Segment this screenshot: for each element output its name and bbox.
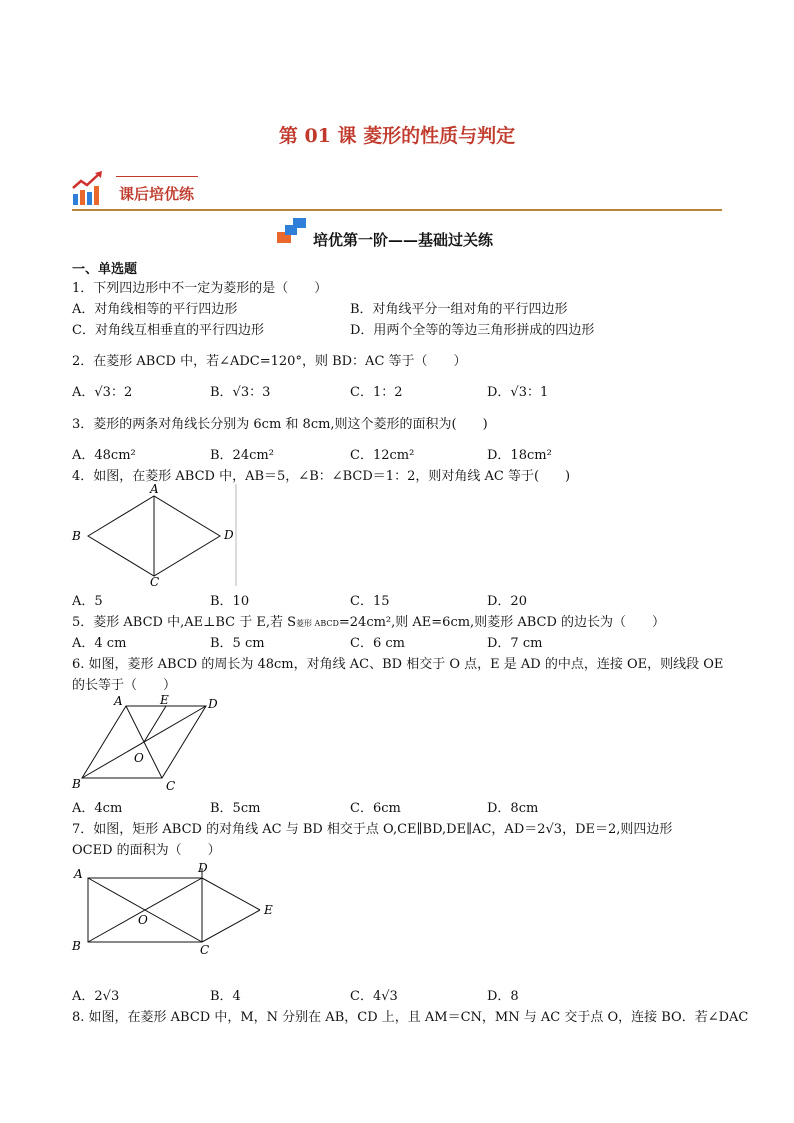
q6-label-b: B <box>72 777 81 791</box>
q7-label-a: A <box>74 867 83 881</box>
stage-heading: 培优第一阶——基础过关练 <box>313 231 494 249</box>
q5-option-b: B．5 cm <box>210 636 265 651</box>
section-underline <box>116 176 198 177</box>
q3-option-b: B．24cm² <box>210 448 274 463</box>
q4-stem: 4．如图，在菱形 ABCD 中，AB＝5，∠B：∠BCD＝1：2，则对角线 AC 等于( ) <box>72 469 571 484</box>
q5-stem-sub: 菱形 ABCD <box>296 619 339 628</box>
q4-label-c: C <box>150 575 160 588</box>
q1-stem: 1．下列四边形中不一定为菱形的是（ ） <box>72 281 328 296</box>
part-label: 一、单选题 <box>72 262 138 277</box>
q2-option-d: D．√3：1 <box>487 385 549 400</box>
q6-label-a: A <box>114 694 123 708</box>
q3-stem: 3．菱形的两条对角线长分别为 6cm 和 8cm,则这个菱形的面积为( ) <box>72 417 488 432</box>
q7-stem-line1: 7．如图，矩形 ABCD 的对角线 AC 与 BD 相交于点 O,CE∥BD,DE∥AC，AD＝2√3，DE＝2,则四边形 <box>72 822 673 837</box>
q3-option-d: D．18cm² <box>487 448 552 463</box>
q4-label-a: A <box>150 482 159 496</box>
q4-option-a: A．5 <box>72 594 103 609</box>
q1-option-d: D．用两个全等的等边三角形拼成的四边形 <box>350 323 595 338</box>
q5-stem-pre: 5．菱形 ABCD 中,AE⊥BC 于 E,若 S <box>72 615 296 630</box>
page-title: 第 01 课 菱形的性质与判定 <box>278 125 516 147</box>
q6-label-o: O <box>134 751 144 765</box>
q7-label-c: C <box>200 943 210 957</box>
q7-option-d: D．8 <box>487 989 519 1004</box>
q4-rhombus-figure <box>66 482 246 588</box>
q7-label-b: B <box>72 939 81 953</box>
q6-label-e: E <box>160 693 169 707</box>
q6-option-b: B．5cm <box>210 801 261 816</box>
q5-stem-post: =24cm²,则 AE=6cm,则菱形 ABCD 的边长为（ ） <box>338 615 666 630</box>
q4-option-c: C．15 <box>350 594 390 609</box>
q1-option-a: A．对角线相等的平行四边形 <box>72 302 238 317</box>
q3-option-c: C．12cm² <box>350 448 415 463</box>
q1-option-c: C．对角线互相垂直的平行四边形 <box>72 323 264 338</box>
q6-label-d: D <box>208 697 218 711</box>
section-divider <box>72 209 722 211</box>
q6-rhombus-figure <box>66 692 236 796</box>
q2-option-c: C．1：2 <box>350 385 403 400</box>
q7-label-e: E <box>264 903 273 917</box>
q7-option-c: C．4√3 <box>350 989 398 1004</box>
q7-stem-line2: OCED 的面积为（ ） <box>72 843 221 858</box>
q7-option-b: B．4 <box>210 989 241 1004</box>
q6-label-c: C <box>166 779 176 793</box>
q4-option-d: D．20 <box>487 594 527 609</box>
chart-growth-icon <box>71 170 107 206</box>
q6-option-c: C．6cm <box>350 801 401 816</box>
q4-label-b: B <box>72 529 81 543</box>
q7-rectangle-figure <box>66 858 286 960</box>
q5-option-d: D．7 cm <box>487 636 543 651</box>
q5-option-a: A．4 cm <box>72 636 127 651</box>
q5-option-c: C．6 cm <box>350 636 405 651</box>
q4-option-b: B．10 <box>210 594 250 609</box>
stairs-icon <box>275 216 309 244</box>
q7-label-o: O <box>138 913 148 927</box>
q8-stem: 8. 如图，在菱形 ABCD 中，M，N 分别在 AB，CD 上，且 AM＝CN，MN 与 AC 交于点 O，连接 BO．若∠DAC <box>72 1010 749 1025</box>
section-label: 课后培优练 <box>119 185 195 203</box>
q6-stem-line1: 6. 如图，菱形 ABCD 的周长为 48cm，对角线 AC、BD 相交于 O 点，E 是 AD 的中点，连接 OE，则线段 OE <box>72 657 724 672</box>
q2-option-b: B．√3：3 <box>210 385 271 400</box>
q7-label-d: D <box>198 861 208 875</box>
q2-option-a: A．√3：2 <box>72 385 133 400</box>
q5-stem <box>72 611 665 630</box>
q6-option-a: A．4cm <box>72 801 123 816</box>
q2-stem: 2．在菱形 ABCD 中，若∠ADC=120°，则 BD：AC 等于（ ） <box>72 354 467 369</box>
q6-option-d: D．8cm <box>487 801 539 816</box>
q7-option-a: A．2√3 <box>72 989 120 1004</box>
q6-stem-line2: 的长等于（ ） <box>72 678 177 693</box>
q4-label-d: D <box>224 528 234 542</box>
q3-option-a: A．48cm² <box>72 448 136 463</box>
q1-option-b: B．对角线平分一组对角的平行四边形 <box>350 302 568 317</box>
